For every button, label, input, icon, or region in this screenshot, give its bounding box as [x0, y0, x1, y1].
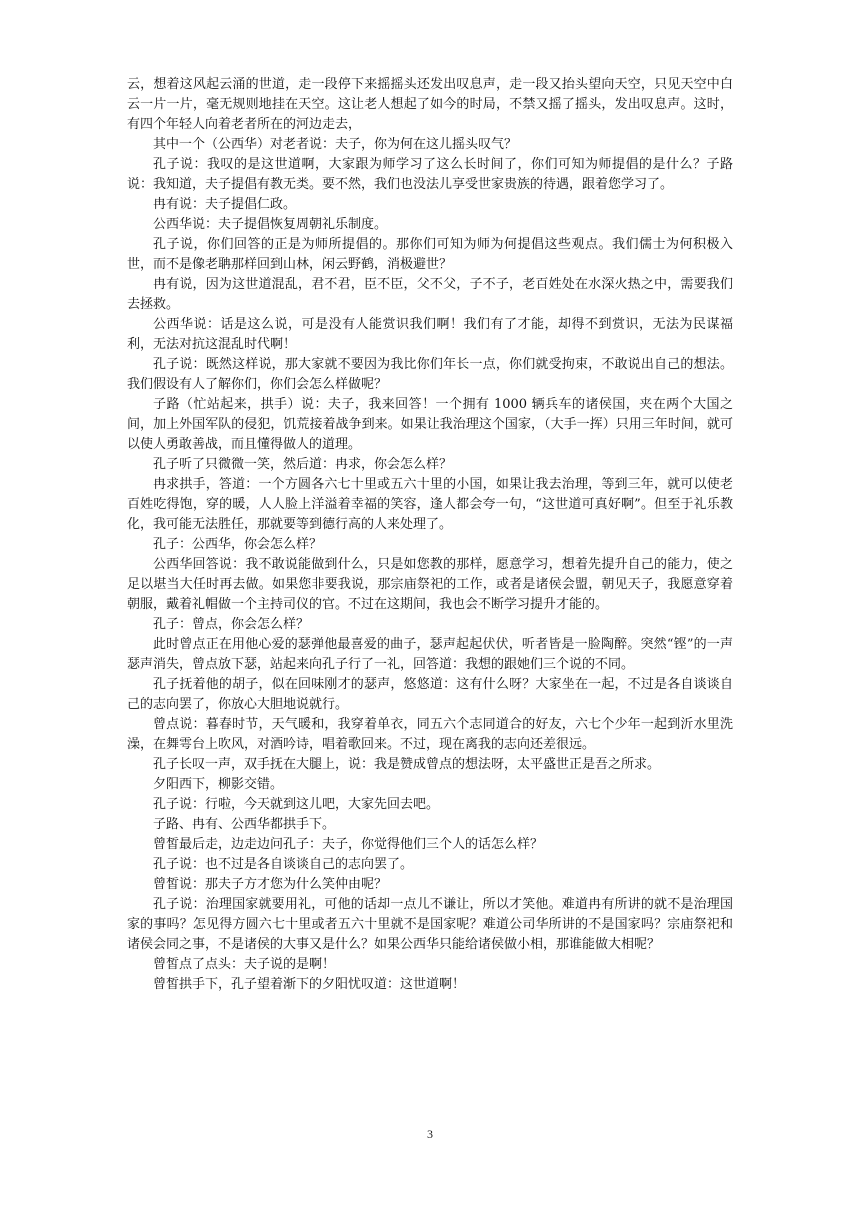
paragraph-8: 公西华说：话是这么说，可是没有人能赏识我们啊！我们有了才能，却得不到赏识，无法为民谋福利，无法对抗这混乱时代啊！ — [127, 317, 733, 352]
paragraph-25: 曾皙说：那夫子方才您为什么笑仲由呢？ — [153, 877, 388, 892]
page-number: 3 — [427, 1127, 433, 1141]
paragraph-28: 曾皙拱手下，孔子望着渐下的夕阳忧叹道：这世道啊！ — [153, 977, 466, 992]
paragraph-4: 冉有说：夫子提倡仁政。 — [153, 197, 297, 212]
paragraph-23: 曾皙最后走，边走边问孔子：夫子，你觉得他们三个人的话怎么样？ — [153, 837, 544, 852]
paragraph-19: 孔子长叹一声，双手抚在大腿上，说：我是赞成曾点的想法呀，太平盛世正是吾之所求。 — [153, 757, 661, 772]
paragraph-6: 孔子说，你们回答的正是为师所提倡的。那你们可知为师为何提倡这些观点。我们儒士为何积极入世，而不是像老聃那样回到山林，闲云野鹤，消极避世？ — [127, 237, 733, 272]
paragraph-1: 云，想着这风起云涌的世道，走一段停下来摇摇头还发出叹息声，走一段又抬头望向天空，只见天空中白云一片一片，毫无规则地挂在天空。这让老人想起了如今的时局，不禁又摇了摇头，发出叹息声。这时，有四个年轻人向着老者所在的河边走去， — [127, 77, 733, 132]
paragraph-24: 孔子说：也不过是各自谈谈自己的志向罢了。 — [153, 857, 414, 872]
paragraph-7: 冉有说，因为这世道混乱，君不君，臣不臣，父不父，子不子，老百姓处在水深火热之中，需要我们去拯救。 — [127, 277, 733, 312]
paragraph-20: 夕阳西下，柳影交错。 — [153, 777, 284, 792]
paragraph-2: 其中一个（公西华）对老者说：夫子，你为何在这儿摇头叹气？ — [153, 137, 518, 152]
paragraph-9: 孔子说：既然这样说，那大家就不要因为我比你们年长一点，你们就受拘束，不敢说出自己的想法。我们假设有人了解你们，你们会怎么样做呢？ — [127, 357, 733, 392]
paragraph-11: 孔子听了只微微一笑，然后道：冉求，你会怎么样？ — [153, 457, 453, 472]
paragraph-21: 孔子说：行啦，今天就到这儿吧，大家先回去吧。 — [153, 797, 440, 812]
paragraph-10: 子路（忙站起来，拱手）说：夫子，我来回答！一个拥有 1000 辆兵车的诸侯国，夹在两个大国之间，加上外国军队的侵犯，饥荒接着战争到来。如果让我治理这个国家，（大手一挥）只用三年时间，就可以使人勇敢善战，而且懂得做人的道理。 — [127, 397, 733, 452]
paragraph-26: 孔子说：治理国家就要用礼，可他的话却一点儿不谦让，所以才笑他。难道冉有所讲的就不是治理国家的事吗？怎见得方圆六七十里或者五六十里就不是国家呢？难道公司华所讲的不是国家吗？宗庙祭祀和诸侯会同之事，不是诸侯的大事又是什么？如果公西华只能给诸侯做小相，那谁能做大相呢？ — [127, 897, 733, 952]
paragraph-3: 孔子说：我叹的是这世道啊，大家跟为师学习了这么长时间了，你们可知为师提倡的是什么？子路说：我知道，夫子提倡有教无类。要不然，我们也没法儿享受世家贵族的待遇，跟着您学习了。 — [127, 157, 733, 192]
paragraph-14: 公西华回答说：我不敢说能做到什么，只是如您教的那样，愿意学习，想着先提升自己的能力，使之足以堪当大任时再去做。如果您非要我说，那宗庙祭祀的工作，或者是诸侯会盟，朝见天子，我愿意穿着朝服，戴着礼帽做一个主持司仪的官。不过在这期间，我也会不断学习提升才能的。 — [127, 557, 733, 612]
document-body — [127, 75, 733, 995]
paragraph-13: 孔子：公西华，你会怎么样？ — [153, 537, 323, 552]
paragraph-18: 曾点说：暮春时节，天气暖和，我穿着单衣，同五六个志同道合的好友，六七个少年一起到沂水里洗澡，在舞雩台上吹风，对酒吟诗，唱着歌回来。不过，现在离我的志向还差很远。 — [127, 717, 733, 752]
paragraph-16: 此时曾点正在用他心爱的瑟弹他最喜爱的曲子，瑟声起起伏伏，听者皆是一脸陶醉。突然“铿”的一声瑟声消失，曾点放下瑟，站起来向孔子行了一礼，回答道：我想的跟她们三个说的不同。 — [127, 637, 733, 672]
paragraph-22: 子路、冉有、公西华都拱手下。 — [153, 817, 336, 832]
paragraph-27: 曾皙点了点头：夫子说的是啊！ — [153, 957, 336, 972]
paragraph-12: 冉求拱手，答道：一个方圆各六七十里或五六十里的小国，如果让我去治理，等到三年，就可以使老百姓吃得饱，穿的暖，人人脸上洋溢着幸福的笑容，逢人都会夸一句，“这世道可真好啊”。但至于礼乐教化，我可能无法胜任，那就要等到德行高的人来处理了。 — [127, 477, 733, 532]
paragraph-5: 公西华说：夫子提倡恢复周朝礼乐制度。 — [153, 217, 388, 232]
paragraph-17: 孔子抚着他的胡子，似在回味刚才的瑟声，悠悠道：这有什么呀？大家坐在一起，不过是各自谈谈自己的志向罢了，你放心大胆地说就行。 — [127, 677, 733, 712]
paragraph-15: 孔子：曾点，你会怎么样？ — [153, 617, 310, 632]
